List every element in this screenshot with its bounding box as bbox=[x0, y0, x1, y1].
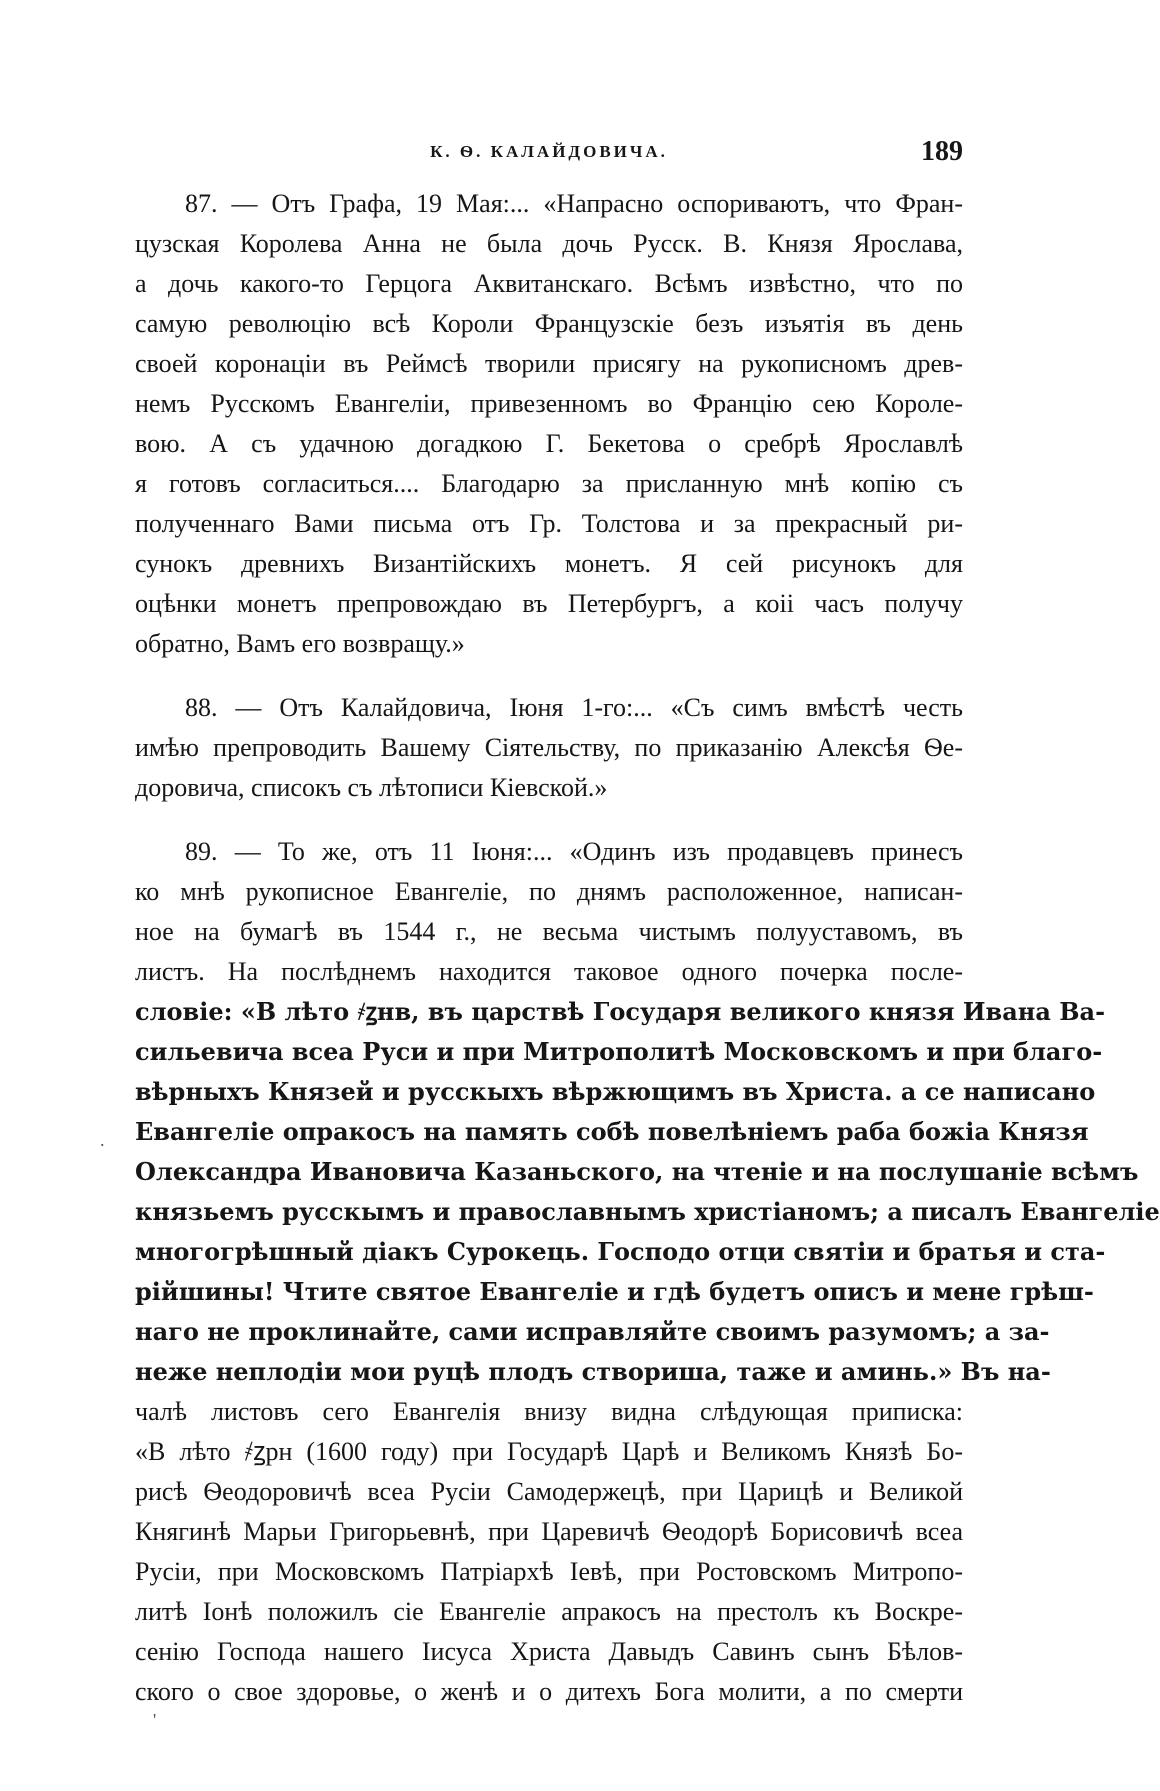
text-line: 89. — То же, отъ 11 Іюня:... «Одинъ изъ продавцевъ принесъ bbox=[185, 837, 963, 866]
text-line: вою. А съ удачною догадкою Г. Бекетова о сребрѣ Ярославлѣ bbox=[135, 429, 963, 458]
text-line: оцѣнки монетъ препровождаю въ Петербургъ, а коіі часъ получу bbox=[135, 589, 963, 618]
running-head bbox=[135, 136, 963, 176]
slavonic-text-line: Олександра Ивановича Казаньского, на чтеніе и на послушаніе всѣмъ bbox=[135, 1157, 1139, 1186]
text-line: чалѣ листовъ сего Евангелія внизу видна слѣдующая приписка: bbox=[135, 1397, 963, 1426]
slavonic-text-line: вѣрныхъ Князей и русскыхъ вѣржющимъ въ Христа. а се написано bbox=[135, 1077, 1096, 1106]
body-text bbox=[135, 184, 1160, 1712]
text-line: «В лѣто ҂ꙁрн (1600 году) при Государѣ Царѣ и Великомъ Князѣ Бо- bbox=[135, 1437, 963, 1466]
slavonic-text-line: Евангеліе опракосъ на память собѣ повелѣніемъ раба божіа Князя bbox=[135, 1117, 1089, 1146]
text-line: рисѣ Ѳеодоровичѣ всеа Русіи Самодержецѣ, при Царицѣ и Великой bbox=[135, 1477, 963, 1506]
text-line: 87. — Отъ Графа, 19 Мая:... «Напрасно оспориваютъ, что Фран- bbox=[185, 189, 963, 218]
text-line: ского о свое здоровье, о женѣ и о дитехъ Бога молити, а по смерти bbox=[135, 1677, 963, 1706]
text-line: своей коронаціи въ Реймсѣ творили присягу на рукописномъ древ- bbox=[135, 349, 963, 378]
paragraph-88 bbox=[135, 688, 963, 808]
text-line: сунокъ древнихъ Византійскихъ монетъ. Я сей рисунокъ для bbox=[135, 549, 963, 578]
slavonic-text-line: неже неплодіи мои руцѣ плодъ створиша, таже и аминь.» Въ на- bbox=[135, 1357, 1051, 1386]
text-line: Княгинѣ Марьи Григорьевнѣ, при Царевичѣ Ѳеодорѣ Борисовичѣ всеа bbox=[135, 1517, 963, 1546]
slavonic-text-line: сильевича всеа Руси и при Митрополитѣ Московскомъ и при благо- bbox=[135, 1037, 1103, 1066]
text-line: а дочь какого-то Герцога Аквитанскаго. Всѣмъ извѣстно, что по bbox=[135, 269, 963, 298]
text-line: я готовъ согласиться.... Благодарю за присланную мнѣ копію съ bbox=[135, 469, 963, 498]
text-line: листъ. На послѣднемъ находится таковое одного почерка после- bbox=[135, 957, 963, 986]
text-line: литѣ Іонѣ положилъ сіе Евангеліе апракосъ на престолъ къ Воскре- bbox=[135, 1597, 963, 1626]
text-line: имѣю препроводить Вашему Сіятельству, по приказанію Алексѣя Ѳе- bbox=[135, 733, 963, 762]
slavonic-text-line: князьемъ русскымъ и православнымъ христіаномъ; а писалъ Евангеліе bbox=[135, 1197, 1160, 1226]
text-line: полученнаго Вами письма отъ Гр. Толстова и за прекрасный ри- bbox=[135, 509, 963, 538]
running-title: К. Ѳ. КАЛАЙДОВИЧА. bbox=[430, 142, 668, 161]
text-line: самую революцію всѣ Короли Французскіе безъ изъятія въ день bbox=[135, 309, 963, 338]
text-line: доровича, списокъ съ лѣтописи Кіевской.» bbox=[135, 773, 608, 802]
text-line: обратно, Вамъ его возвращу.» bbox=[135, 629, 465, 658]
slavonic-text-line: многогрѣшный діакъ Сурокець. Господо отци святіи и братья и ста- bbox=[135, 1237, 1106, 1266]
text-line: 88. — Отъ Калайдовича, Іюня 1-го:... «Съ симъ вмѣстѣ честь bbox=[185, 693, 963, 722]
text-line: ное на бумагѣ въ 1544 г., не весьма чистымъ полууставомъ, въ bbox=[135, 917, 963, 946]
slavonic-text-line: наго не проклинайте, сами исправляйте своимъ разумомъ; а за- bbox=[135, 1317, 1050, 1346]
slavonic-text-line: рійшины! Чтите святое Евангеліе и гдѣ будетъ описъ и мене грѣш- bbox=[135, 1277, 1094, 1306]
text-line: Русіи, при Московскомъ Патріархѣ Іевѣ, при Ростовскомъ Митропо- bbox=[135, 1557, 963, 1586]
stray-tick: ' bbox=[153, 1710, 157, 1730]
slavonic-text-line: словіе: «В лѣто ҂ꙁнв, въ царствѣ Государя великого князя Ивана Ва- bbox=[135, 997, 1106, 1026]
text-line: цузская Королева Анна не была дочь Русск. В. Князя Ярослава, bbox=[135, 229, 963, 258]
paragraph-89 bbox=[135, 832, 1160, 1712]
text-line: немъ Русскомъ Евангеліи, привезенномъ во Францію сею Короле- bbox=[135, 389, 963, 418]
paragraph-87 bbox=[135, 184, 963, 664]
text-line: сенію Господа нашего Іисуса Христа Давыдъ Савинъ сынъ Бѣлов- bbox=[135, 1637, 963, 1666]
page-number: 189 bbox=[921, 136, 963, 167]
stray-dot: . bbox=[100, 1130, 105, 1150]
text-line: ко мнѣ рукописное Евангеліе, по днямъ расположенное, написан- bbox=[135, 877, 963, 906]
